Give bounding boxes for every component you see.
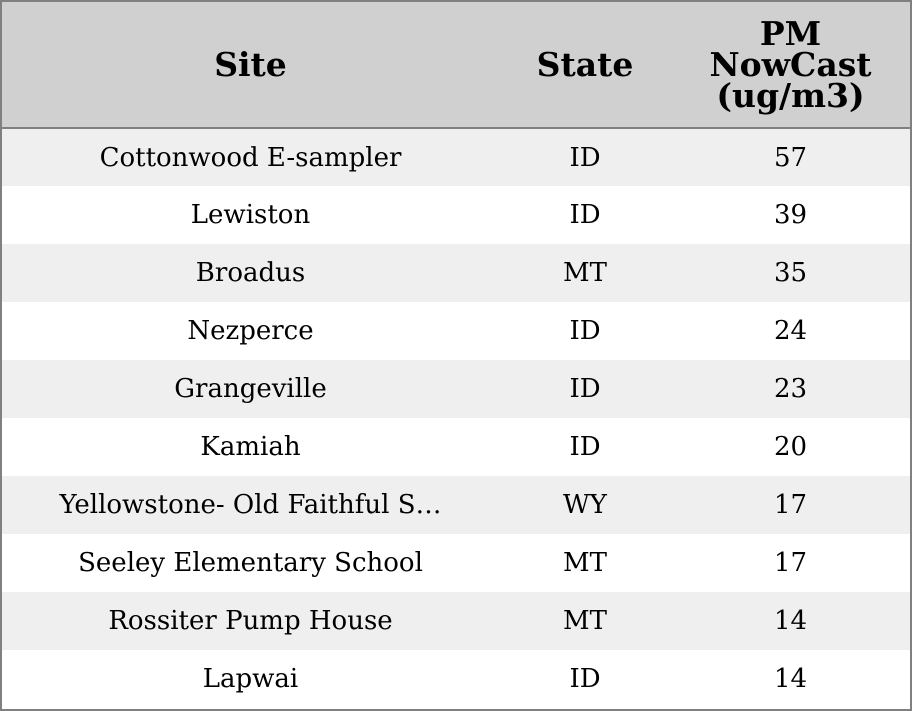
header-pm-line-1: PM (759, 14, 822, 53)
table-row (2, 302, 910, 360)
table-row (2, 534, 910, 592)
cell-state: ID (569, 374, 601, 404)
cell-state: ID (569, 200, 601, 230)
cell-pm: 20 (773, 432, 808, 462)
cell-site: Grangeville (174, 374, 327, 404)
header-pm-line-3: (ug/m3) (716, 76, 865, 115)
cell-site: Yellowstone- Old Faithful S… (59, 490, 442, 520)
cell-pm: 24 (773, 316, 808, 346)
table-row (2, 476, 910, 534)
cell-state: ID (569, 432, 601, 462)
header-pm-line-2: NowCast (709, 45, 872, 84)
table-row (2, 360, 910, 418)
cell-site: Lapwai (202, 663, 299, 694)
cell-pm: 17 (773, 548, 808, 578)
cell-pm: 14 (773, 606, 808, 636)
pm-nowcast-table (2, 2, 910, 707)
header-site: Site (2, 2, 499, 128)
table-row (2, 244, 910, 302)
cell-site: Rossiter Pump House (108, 606, 393, 636)
cell-pm: 39 (773, 200, 808, 230)
cell-site: Nezperce (187, 316, 314, 346)
table-header (2, 2, 910, 128)
cell-site: Broadus (195, 258, 306, 288)
cell-pm: 17 (773, 490, 808, 520)
cell-state: ID (569, 142, 601, 173)
table-row (2, 128, 910, 186)
cell-state: WY (563, 490, 607, 520)
table-row (2, 186, 910, 244)
table-row (2, 650, 910, 707)
cell-state: MT (563, 606, 607, 636)
cell-pm: 35 (773, 258, 808, 288)
table-row (2, 592, 910, 650)
cell-pm: 57 (773, 142, 808, 173)
cell-pm: 23 (773, 374, 808, 404)
header-state: State (499, 2, 671, 128)
cell-pm: 14 (773, 663, 808, 694)
header-row (2, 2, 910, 128)
header-pm-nowcast (671, 2, 910, 128)
cell-site: Seeley Elementary School (78, 548, 423, 578)
cell-state: MT (563, 548, 607, 578)
cell-site: Kamiah (200, 432, 301, 462)
cell-site: Lewiston (190, 200, 311, 230)
table-body (2, 128, 910, 707)
cell-state: ID (569, 316, 601, 346)
cell-state: ID (569, 663, 601, 694)
table-row (2, 418, 910, 476)
cell-site: Cottonwood E-sampler (99, 142, 402, 173)
cell-state: MT (563, 258, 607, 288)
